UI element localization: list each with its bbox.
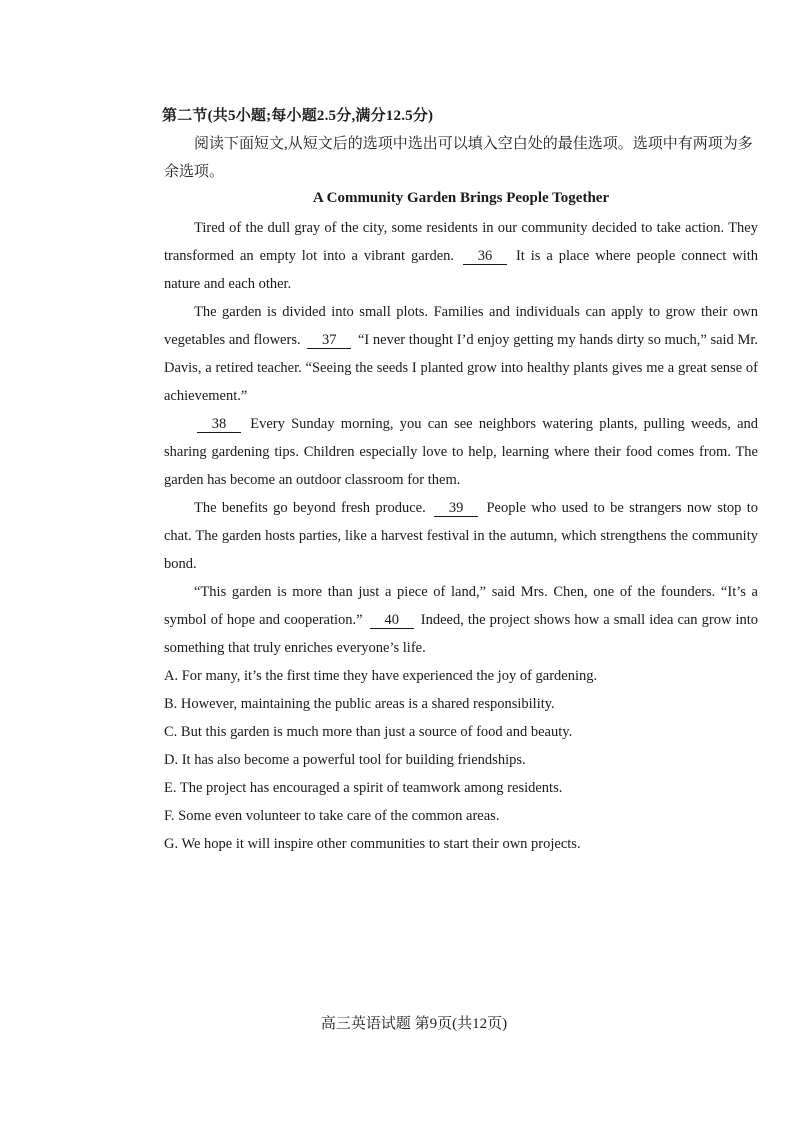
option-e: E. The project has encouraged a spirit of teamwork among residents.	[164, 780, 563, 796]
option-d: D. It has also become a powerful tool for building friendships.	[164, 752, 526, 768]
paragraph-2	[164, 298, 758, 410]
paragraph-text: “This garden is more than just a piece of land,” said Mrs. Chen, one of the founders. “It’s a symbol of hope and cooperation.”	[164, 584, 758, 628]
option-c: C. But this garden is much more than just a source of food and beauty.	[164, 724, 573, 740]
paragraph-1	[164, 214, 758, 298]
passage-body	[164, 214, 758, 662]
option-a: A. For many, it’s the first time they have experienced the joy of gardening.	[164, 668, 598, 684]
blank-38: 38	[197, 416, 241, 433]
paragraph-text: People who used to be strangers now stop to chat. The garden hosts parties, like a harvest festival in the autumn, which strengthens the community bond.	[164, 500, 759, 572]
page-footer: 高三英语试题 第9页(共12页)	[320, 1016, 508, 1032]
paragraph-text: “I never thought I’d enjoy getting my hands dirty so much,” said Mr. Davis, a retired teacher. “Seeing the seeds I planted grow into healthy plants gives me a great sense of achievement.”	[164, 332, 759, 404]
paragraph-4	[164, 494, 758, 578]
paragraph-text: Indeed, the project shows how a small idea can grow into something that truly enriches everyone’s life.	[164, 612, 759, 656]
paragraph-text: Tired of the dull gray of the city, some residents in our community decided to take action. They transformed an empty lot into a vibrant garden.	[164, 220, 758, 264]
option-b: B. However, maintaining the public areas is a shared responsibility.	[164, 696, 555, 712]
paragraph-5	[164, 578, 758, 662]
option-f: F. Some even volunteer to take care of the common areas.	[164, 808, 500, 824]
section-heading: 第二节(共5小题;每小题2.5分,满分12.5分)	[162, 108, 434, 124]
blank-40: 40	[370, 612, 414, 629]
paragraph-text: It is a place where people connect with nature and each other.	[164, 248, 759, 292]
blank-37: 37	[307, 332, 351, 349]
instructions: 阅读下面短文,从短文后的选项中选出可以填入空白处的最佳选项。选项中有两项为多余选项。	[164, 136, 753, 180]
blank-39: 39	[434, 500, 478, 517]
options-list	[164, 662, 758, 858]
blank-36: 36	[463, 248, 507, 265]
option-g: G. We hope it will inspire other communities to start their own projects.	[164, 836, 581, 852]
paragraph-3	[164, 410, 758, 494]
passage-title: A Community Garden Brings People Together	[312, 190, 610, 206]
paragraph-text: The garden is divided into small plots. Families and individuals can apply to grow their own vegetables and flowers.	[164, 304, 758, 348]
paragraph-text: Every Sunday morning, you can see neighbors watering plants, pulling weeds, and sharing gardening tips. Children especially love to help, learning where their food comes from. The garden has become an outdoor classroom for them.	[164, 416, 759, 488]
paragraph-text: The benefits go beyond fresh produce.	[194, 500, 426, 516]
